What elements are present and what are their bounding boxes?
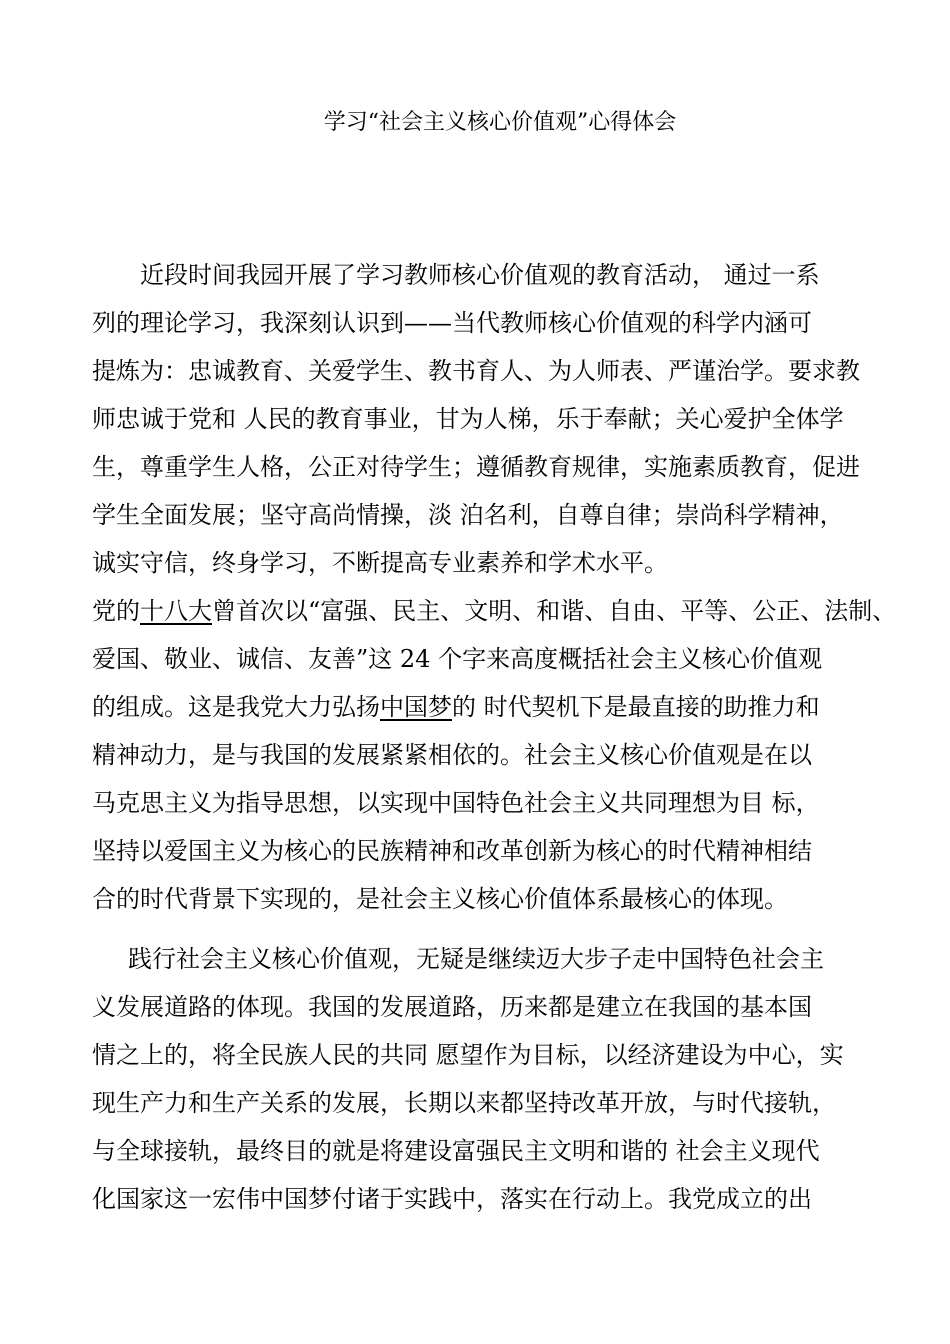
paragraph-1-line-7: 诚实守信，终身学习，不断提高专业素养和学术水平。 [92,549,668,577]
link-shibada[interactable]: 十八大 [140,597,212,625]
paragraph-3-line-3: 情之上的，将全民族人民的共同 愿望作为目标，以经济建设为中心，实 [92,1041,844,1069]
paragraph-2-line-3 [92,690,820,724]
paragraph-2-line-6: 坚持以爱国主义为核心的民族精神和改革创新为核心的时代精神相结 [92,837,812,865]
paragraph-2-line-5: 马克思主义为指导思想，以实现中国特色社会主义共同理想为目 标， [92,789,820,817]
paragraph-1-line-2: 列的理论学习，我深刻认识到——当代教师核心价值观的科学内涵可 [92,309,812,337]
paragraph-2-line-1 [92,594,896,628]
paragraph-2-text: 的组成。这是我党大力弘扬 [92,693,380,721]
paragraph-3-line-6: 化国家这一宏伟中国梦付诸于实践中，落实在行动上。我党成立的出 [92,1185,812,1213]
paragraph-1-line-1: 近段时间我园开展了学习教师核心价值观的教育活动， 通过一系 [140,261,820,289]
paragraph-2-line-7: 合的时代背景下实现的，是社会主义核心价值体系最核心的体现。 [92,885,788,913]
paragraph-2-text: 党的 [92,597,140,625]
paragraph-1-line-5: 生，尊重学生人格，公正对待学生；遵循教育规律，实施素质教育，促进 [92,453,860,481]
paragraph-1-line-6: 学生全面发展；坚守高尚情操，淡 泊名利，自尊自律；崇尚科学精神， [92,501,844,529]
paragraph-2-text: 的 时代契机下是最直接的助推力和 [452,693,820,721]
link-zhongguomeng[interactable]: 中国梦 [380,693,452,721]
paragraph-3-line-2: 义发展道路的体现。我国的发展道路，历来都是建立在我国的基本国 [92,993,812,1021]
paragraph-3-line-1: 践行社会主义核心价值观，无疑是继续迈大步子走中国特色社会主 [128,945,824,973]
paragraph-3-line-4: 现生产力和生产关系的发展，长期以来都坚持改革开放，与时代接轨， [92,1089,836,1117]
paragraph-2-text: 曾首次以“富强、民主、文明、和谐、自由、平等、公正、法制、 [212,597,897,625]
paragraph-3-line-5: 与全球接轨，最终目的就是将建设富强民主文明和谐的 社会主义现代 [92,1137,820,1165]
paragraph-1-line-4: 师忠诚于党和 人民的教育事业，甘为人梯，乐于奉献；关心爱护全体学 [92,405,844,433]
paragraph-2-line-2: 爱国、敬业、诚信、友善”这 24 个字来高度概括社会主义核心价值观 [92,645,823,673]
document-title: 学习“社会主义核心价值观”心得体会 [323,110,677,135]
paragraph-2-line-4: 精神动力，是与我国的发展紧紧相依的。社会主义核心价值观是在以 [92,741,812,769]
paragraph-1-line-3: 提炼为：忠诚教育、关爱学生、教书育人、为人师表、严谨治学。要求教 [92,357,860,385]
